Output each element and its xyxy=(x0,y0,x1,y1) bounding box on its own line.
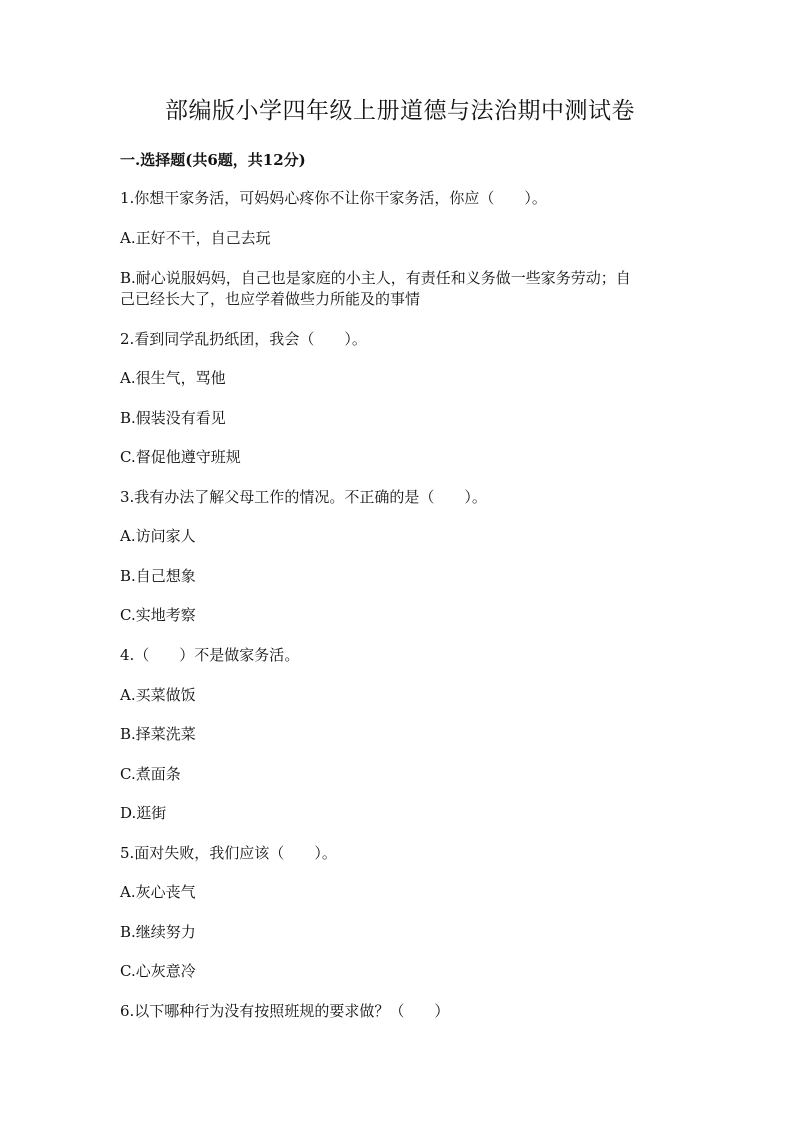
question-1-option-b-line1: B.耐心说服妈妈，自己也是家庭的小主人，有责任和义务做一些家务劳动；自 xyxy=(120,269,631,287)
question-3-option-a: A.访问家人 xyxy=(120,527,196,545)
question-4-option-c: C.煮面条 xyxy=(120,765,181,783)
question-2-option-b: B.假装没有看见 xyxy=(120,409,226,427)
question-1-option-a: A.正好不干，自己去玩 xyxy=(120,229,271,247)
question-3-stem: 3.我有办法了解父母工作的情况。不正确的是（ ）。 xyxy=(120,488,487,506)
question-5-option-a: A.灰心丧气 xyxy=(120,883,196,901)
question-3-option-c: C.实地考察 xyxy=(120,606,196,624)
question-1-option-b-line2: 己已经长大了，也应学着做些力所能及的事情 xyxy=(120,290,421,308)
question-4-option-a: A.买菜做饭 xyxy=(120,686,196,704)
question-5-option-c: C.心灰意冷 xyxy=(120,962,196,980)
section-heading: 一.选择题(共6题，共12分) xyxy=(120,151,306,169)
question-5-stem: 5.面对失败，我们应该（ ）。 xyxy=(120,844,337,862)
question-5-option-b: B.继续努力 xyxy=(120,923,196,941)
question-3-option-b: B.自己想象 xyxy=(120,567,196,585)
question-6-stem: 6.以下哪种行为没有按照班规的要求做？（ ） xyxy=(120,1002,450,1020)
question-2-stem: 2.看到同学乱扔纸团，我会（ ）。 xyxy=(120,330,367,348)
question-4-stem: 4.（ ）不是做家务活。 xyxy=(120,646,300,664)
question-4-option-b: B.择菜洗菜 xyxy=(120,725,196,743)
question-4-option-d: D.逛街 xyxy=(120,804,167,822)
page-title: 部编版小学四年级上册道德与法治期中测试卷 xyxy=(165,98,635,124)
question-1-stem: 1.你想干家务活，可妈妈心疼你不让你干家务活，你应（ ）。 xyxy=(120,189,547,207)
question-2-option-a: A.很生气，骂他 xyxy=(120,369,226,387)
question-2-option-c: C.督促他遵守班规 xyxy=(120,448,241,466)
